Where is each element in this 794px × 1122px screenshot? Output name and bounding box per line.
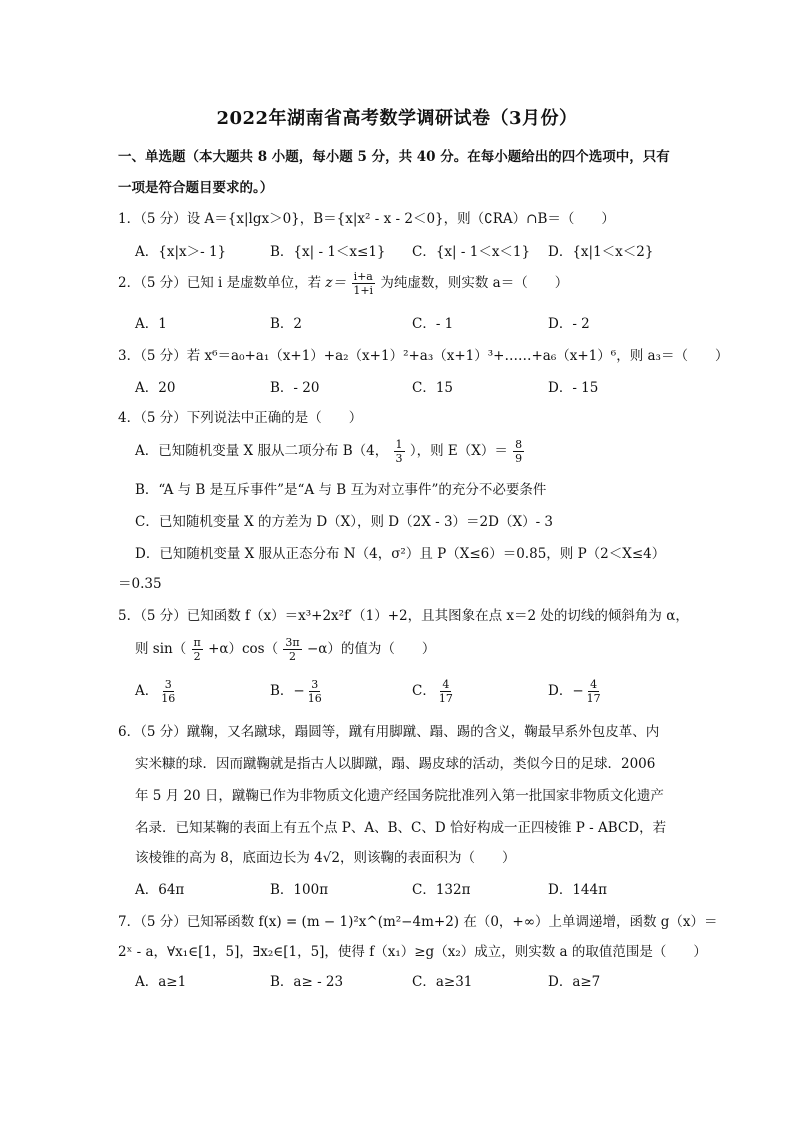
question-5-line-2-b: +α）cos（	[208, 641, 279, 657]
question-5-option-a	[135, 678, 178, 705]
fraction-denominator: 2	[289, 650, 297, 663]
question-4-option-a-middle: ），则 E（X）＝	[409, 443, 508, 459]
question-2-suffix: 为纯虚数，则实数 a＝（ ）	[380, 275, 569, 291]
option-fraction	[159, 678, 177, 705]
option-label: B．−	[270, 683, 305, 699]
fraction-numerator: π	[193, 636, 201, 649]
fraction-denominator: 16	[161, 692, 176, 705]
question-7-line-1: 7．（5 分）已知幂函数 f(x) = (m − 1)²x^(m²−4m+2) 在（0，+∞）上单调递增，函数 g（x）＝	[118, 914, 718, 930]
question-2-fraction-denominator: 1+i	[353, 284, 374, 297]
question-3-option-c: C．15	[412, 380, 454, 396]
question-4-option-c: C．已知随机变量 X 的方差为 D（X），则 D（2X - 3）＝2D（X）- 3	[135, 514, 554, 530]
question-6-option-c: C．132π	[412, 882, 471, 898]
question-2-option-b: B．2	[270, 316, 303, 332]
question-6-line-5: 该棱锥的高为 8，底面边长为 4√2，则该鞠的表面积为（ ）	[135, 850, 516, 866]
question-1-option-a: A．{x|x＞- 1}	[135, 244, 227, 260]
question-3-stem: 3．（5 分）若 x⁶＝a₀+a₁（x+1）+a₂（x+1）²+a₃（x+1）³+……+a₆（x+1）⁶，则 a₃＝（ ）	[118, 348, 729, 364]
fraction-denominator: 16	[307, 692, 322, 705]
question-6-line-1: 6．（5 分）蹴鞠，又名蹴球，蹋圆等，蹴有用脚蹴、蹋、踢的含义，鞠最早系外包皮革、内	[118, 724, 660, 740]
question-4-option-a-fraction-1	[394, 438, 405, 465]
fraction-denominator: 17	[586, 692, 601, 705]
question-5-option-b	[270, 678, 325, 705]
question-5-line-2-a: 则 sin（	[135, 641, 187, 657]
fraction-numerator: 8	[515, 438, 523, 451]
question-6-option-d: D．144π	[548, 882, 607, 898]
question-6-line-3: 年 5 月 20 日，蹴鞠已作为非物质文化遗产经国务院批准列入第一批国家非物质文化遗产	[135, 788, 664, 804]
question-5-fraction-1	[192, 636, 203, 663]
question-5-fraction-2	[283, 636, 301, 663]
fraction-numerator: 3	[164, 678, 172, 691]
question-3-option-d: D．- 15	[548, 380, 599, 396]
question-7-option-d: D．a≥7	[548, 974, 601, 990]
option-label: C．	[412, 683, 436, 699]
question-2-option-a: A．1	[135, 316, 167, 332]
question-7-option-c: C．a≥31	[412, 974, 473, 990]
option-label: D．−	[548, 683, 584, 699]
question-2-stem	[118, 270, 568, 297]
fraction-numerator: 1	[395, 438, 403, 451]
question-4-option-a-fraction-2	[513, 438, 524, 465]
option-fraction	[585, 678, 603, 705]
question-5-option-d	[548, 678, 604, 705]
question-2-z: z＝	[325, 275, 347, 291]
option-label: A．	[135, 683, 159, 699]
question-2-fraction	[351, 270, 375, 297]
question-4-option-d-line-2: ＝0.35	[118, 576, 162, 592]
question-5-line-2	[135, 636, 435, 663]
question-1-option-d: D．{x|1＜x＜2}	[548, 244, 654, 260]
question-2-option-c: C．- 1	[412, 316, 454, 332]
option-fraction	[306, 678, 324, 705]
question-4-option-b: B．“A 与 B 是互斥事件”是“A 与 B 互为对立事件”的充分不必要条件	[135, 482, 547, 498]
page-title: 2022年湖南省高考数学调研试卷（3月份）	[216, 108, 578, 129]
question-5-line-2-c: −α）的值为（ ）	[306, 641, 436, 657]
question-1-stem: 1．（5 分）设 A＝{x|lgx＞0}，B＝{x|x² - x - 2＜0}，则（∁RA）∩B＝（ ）	[118, 211, 615, 227]
fraction-numerator: 3π	[285, 636, 300, 649]
question-6-line-2: 实米糠的球．因而蹴鞠就是指古人以脚蹴，蹋、踢皮球的活动，类似今日的足球．2006	[135, 756, 656, 772]
question-2-prefix: 2．（5 分）已知 i 是虚数单位，若	[118, 275, 322, 291]
fraction-numerator: 4	[590, 678, 598, 691]
fraction-numerator: 3	[311, 678, 319, 691]
question-4-stem: 4．（5 分）下列说法中正确的是（ ）	[118, 410, 363, 426]
question-1-option-b: B．{x| - 1＜x≤1}	[270, 244, 386, 260]
fraction-numerator: 4	[442, 678, 450, 691]
section-heading-line-2: 一项是符合题目要求的。）	[118, 180, 274, 196]
fraction-denominator: 3	[395, 452, 403, 465]
question-6-option-a: A．64π	[135, 882, 185, 898]
fraction-denominator: 2	[193, 650, 201, 663]
question-4-option-d-line-1: D．已知随机变量 X 服从正态分布 N（4，σ²）且 P（X≤6）＝0.85，则 P（2＜X≤4）	[135, 546, 666, 562]
question-4-option-a-prefix: A．已知随机变量 X 服从二项分布 B（4，	[135, 443, 389, 459]
question-6-option-b: B．100π	[270, 882, 329, 898]
question-1-option-c: C．{x| - 1＜x＜1}	[412, 244, 531, 260]
fraction-denominator: 17	[438, 692, 453, 705]
question-7-option-b: B．a≥ - 23	[270, 974, 344, 990]
option-fraction	[437, 678, 455, 705]
question-5-option-c	[412, 678, 456, 705]
question-5-line-1: 5．（5 分）已知函数 f（x）＝x³+2x²f′（1）+2，且其图象在点 x＝2 处的切线的倾斜角为 α，	[118, 608, 689, 624]
question-3-option-b: B．- 20	[270, 380, 320, 396]
question-2-option-d: D．- 2	[548, 316, 590, 332]
fraction-denominator: 9	[515, 452, 523, 465]
question-6-line-4: 名录．已知某鞠的表面上有五个点 P、A、B、C、D 恰好构成一正四棱锥 P - ABCD，若	[135, 820, 667, 836]
question-4-option-a	[135, 438, 525, 465]
section-heading	[118, 142, 698, 204]
question-2-fraction-numerator: i+a	[353, 270, 373, 283]
question-3-option-a: A．20	[135, 380, 176, 396]
question-7-option-a: A．a≥1	[135, 974, 187, 990]
section-heading-line-1: 一、单选题（本大题共 8 小题，每小题 5 分，共 40 分。在每小题给出的四个选项中，只有	[118, 149, 670, 165]
question-7-line-2: 2ˣ - a，∀x₁∈[1，5]，∃x₂∈[1，5]，使得 f（x₁）≥g（x₂）成立，则实数 a 的取值范围是（ ）	[118, 944, 707, 960]
